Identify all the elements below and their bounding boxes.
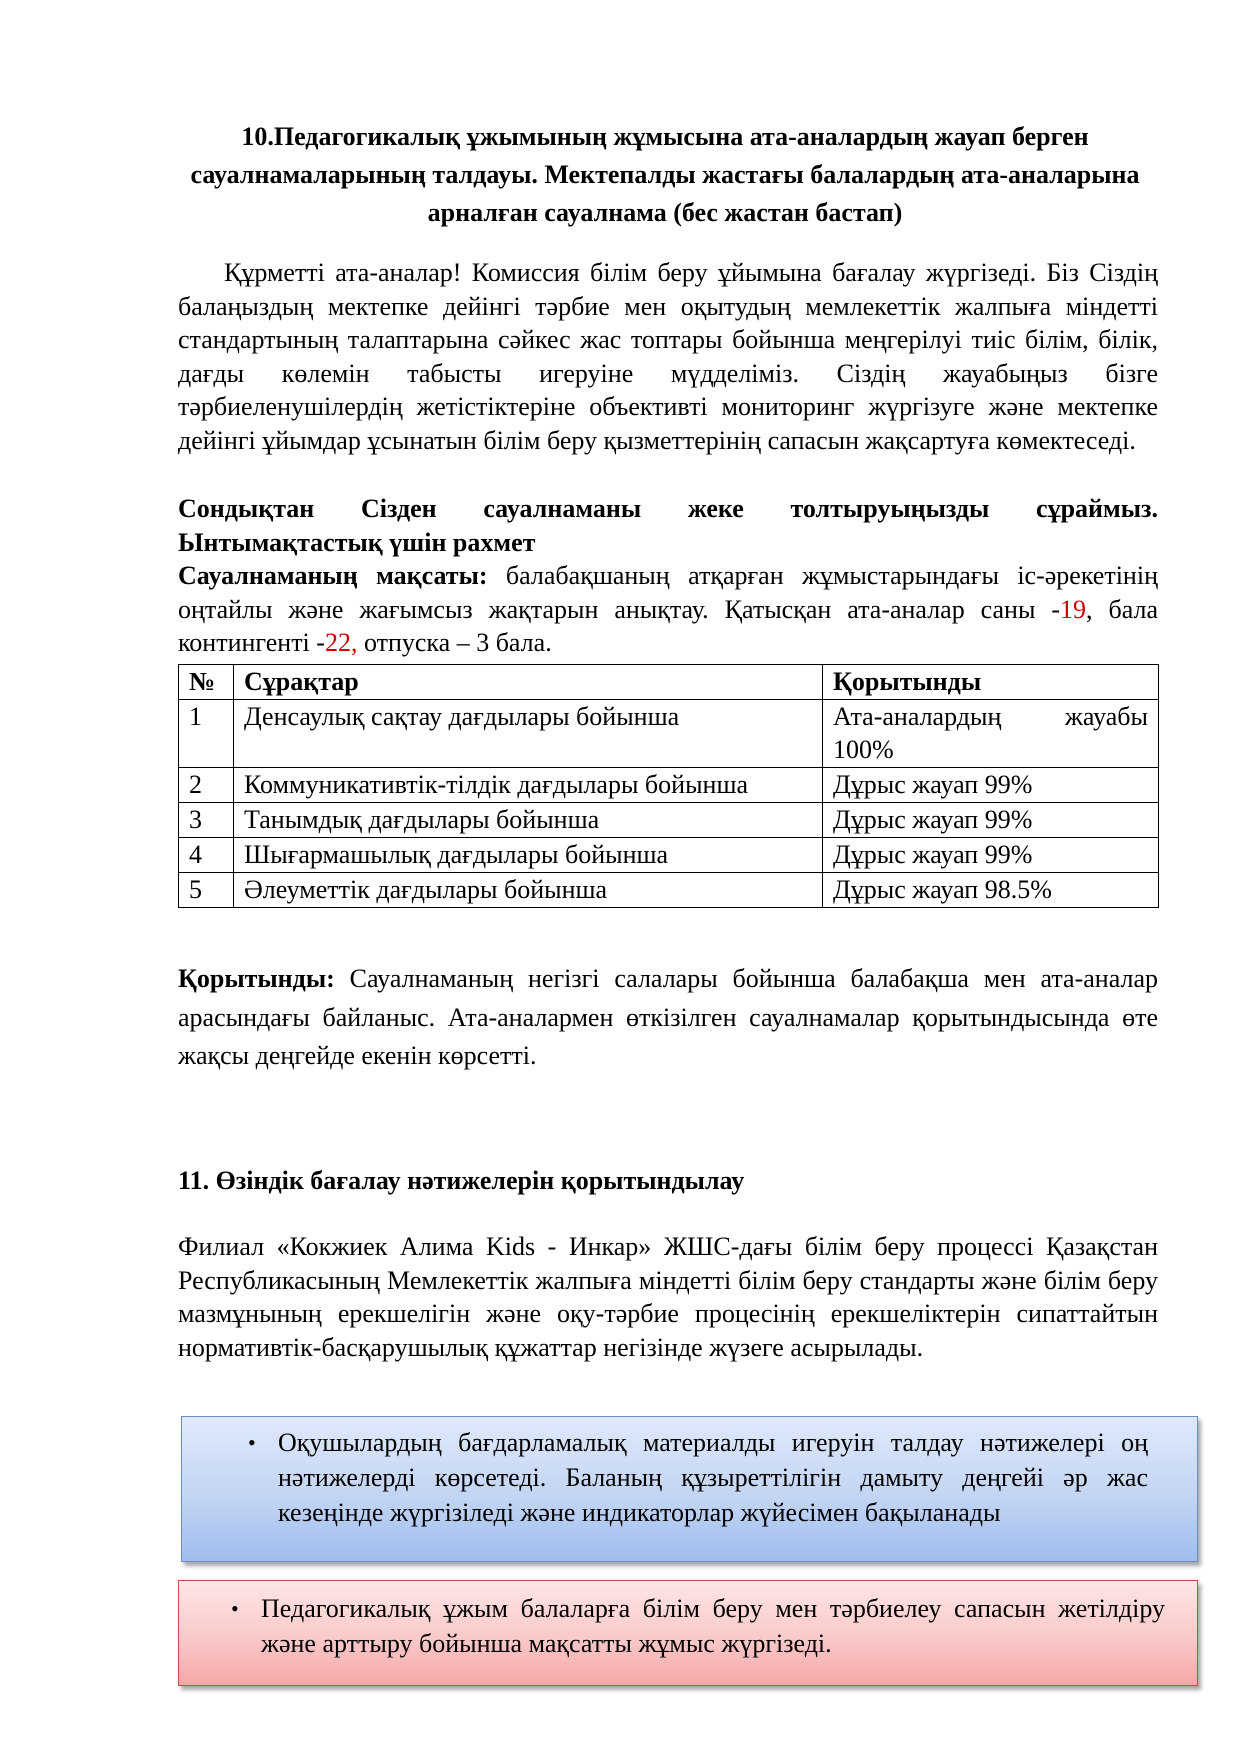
conclusion-label: Қорытынды: (178, 964, 335, 993)
survey-results-table (178, 664, 1159, 908)
row-question: Әлеуметтік дағдылары бойынша (234, 873, 823, 908)
table-header-row (179, 665, 1159, 700)
blue-box-text: Оқушылардың бағдарламалық материалды игеруін талдау нәтижелері оң нәтижелерді көрсетеді. Баланың құзыреттілігін дамыту деңгейі әр жас кезеңінде жүргізіледі және индикаторлар жүйесімен бақыланады (278, 1428, 1148, 1527)
section-10-title: 10.Педагогикалық ұжымының жұмысына ата-аналардың жауап берген сауалнамаларының талдауы. Мектепалды жастағы балалардың ата-аналарына арналған сауалнама (бес жастан бастап) (190, 122, 1140, 227)
purpose-end-text: отпуска – 3 бала. (357, 628, 552, 657)
table-row (179, 838, 1159, 873)
row-question: Денсаулық сақтау дағдылары бойынша (234, 700, 823, 768)
survey-intro-text: Құрметті ата-аналар! Комиссия білім беру ұйымына бағалау жүргізеді. Біз Сіздің балаңыздың мектепке дейінгі тәрбие мен оқытудың мемлекеттік жалпыға міндетті стандартының талаптарына сәйкес жас топтары бойынша меңгерілуі тиіс білім, білік, дағды көлемін табысты игеруіне мүдделіміз. Сіздің жауабыңыз бізге тәрбиеленушілердің жетістіктеріне объективті мониторинг жүргізуге және мектепке дейінгі ұйымдар ұсынатын білім беру қызметтерінің сапасын жақсартуға көмектеседі. (178, 258, 1158, 455)
survey-purpose-paragraph (178, 559, 1158, 660)
blue-summary-box (181, 1416, 1198, 1562)
table-row (179, 768, 1159, 803)
bullet-icon: • (231, 1596, 239, 1621)
row-result: Дұрыс жауап 98.5% (823, 873, 1159, 908)
red-summary-box (178, 1580, 1198, 1686)
table-row (179, 803, 1159, 838)
row-number: 4 (179, 838, 234, 873)
row-number: 3 (179, 803, 234, 838)
row-number: 5 (179, 873, 234, 908)
row-question: Коммуникативтік-тілдік дағдылары бойынша (234, 768, 823, 803)
conclusion-paragraph (178, 960, 1158, 1076)
table-row (179, 700, 1159, 768)
row-number: 2 (179, 768, 234, 803)
row-result: Дұрыс жауап 99% (823, 768, 1159, 803)
row-result: Дұрыс жауап 99% (823, 838, 1159, 873)
bullet-icon: • (248, 1430, 256, 1455)
table-row (179, 873, 1159, 908)
purpose-text: балабақшаның атқарған жұмыстарындағы іс-әрекетінің оңтайлы және жағымсыз жақтарын анықтау. Қатысқан ата-аналар саны - (178, 561, 1158, 624)
header-questions: Сұрақтар (234, 665, 823, 700)
children-count: 22, (324, 628, 358, 657)
parents-count: 19 (1060, 594, 1087, 624)
row-question: Шығармашылық дағдылары бойынша (234, 838, 823, 873)
header-number: № (179, 665, 234, 700)
conclusion-text: Сауалнаманың негізгі салалары бойынша балабақша мен ата-аналар арасындағы байланыс. Ата-аналармен өткізілген сауалнамалар қорытындысында өте жақсы деңгейде екенін көрсетті. (178, 964, 1158, 1070)
red-box-text: Педагогикалық ұжым балаларға білім беру мен тәрбиелеу сапасын жетілдіру және арттыру бойынша мақсатты жұмыс жүргізеді. (261, 1594, 1165, 1658)
header-conclusion: Қорытынды (823, 665, 1159, 700)
section-11-title: 11. Өзіндік бағалау нәтижелерін қорытындылау (178, 1166, 745, 1195)
purpose-mid-text: , бала контингенті - (178, 594, 1159, 657)
row-result: Ата-аналардың жауабы 100% (823, 700, 1159, 768)
row-question: Танымдық дағдылары бойынша (234, 803, 823, 838)
survey-request-text: Сондықтан Сізден сауалнаманы жеке толтыруыңызды сұраймыз. Ынтымақтастық үшін рахмет (178, 494, 1158, 557)
row-number: 1 (179, 700, 234, 768)
survey-intro-paragraph (178, 256, 1158, 457)
section-11-paragraph: Филиал «Кокжиек Алима Kids - Инкар» ЖШС-дағы білім беру процессі Қазақстан Республикасының Мемлекеттік жалпыға міндетті білім беру стандарты және білім беру мазмұнының ерекшелігін және оқу-тәрбие процесінің ерекшеліктерін сипаттайтын нормативтік-басқарушылық құжаттар негізінде жүзеге асырылады. (178, 1232, 1158, 1362)
row-result: Дұрыс жауап 99% (823, 803, 1159, 838)
purpose-label: Сауалнаманың мақсаты: (178, 561, 488, 590)
